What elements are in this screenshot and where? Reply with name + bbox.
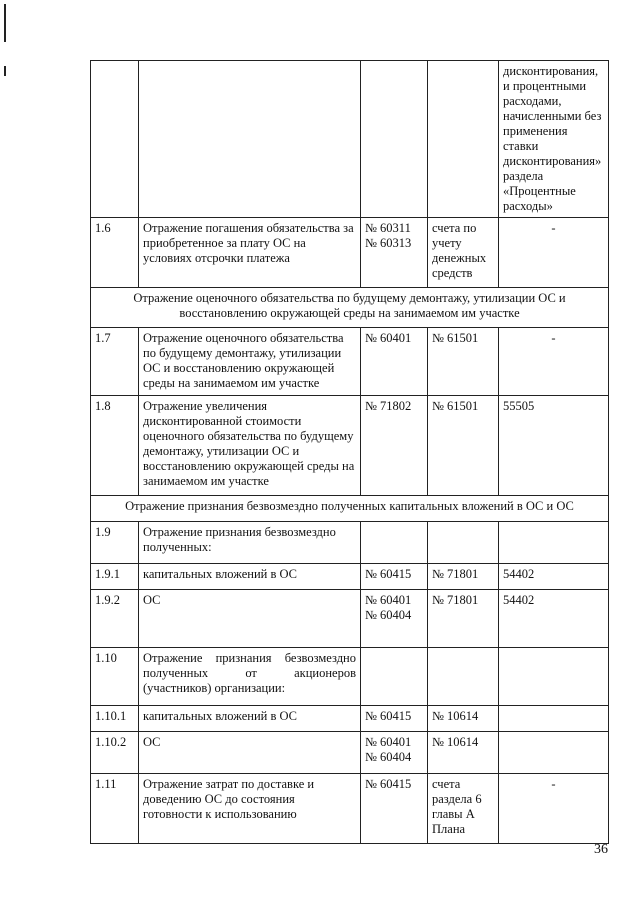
cell-credit: № 10614 <box>428 732 499 774</box>
cell-symbol: 55505 <box>499 396 609 496</box>
cell-symbol: 54402 <box>499 564 609 590</box>
cell-description: капитальных вложений в ОС <box>139 564 361 590</box>
cell-debit: № 60415 <box>361 706 428 732</box>
cell-debit: № 60401 № 60404 <box>361 590 428 648</box>
table-row <box>91 564 609 590</box>
page-number: 36 <box>594 842 608 857</box>
cell-debit: № 71802 <box>361 396 428 496</box>
cell-credit: № 10614 <box>428 706 499 732</box>
cell-credit <box>428 648 499 706</box>
table-row <box>91 396 609 496</box>
cell-description: Отражение увеличения дисконтированной стоимости оценочного обязательства по будущему демонтажу, утилизации ОС и восстановлению окружающей среды на занимаемом им участке <box>139 396 361 496</box>
cell-description: Отражение признания безвозмездно полученных: <box>139 522 361 564</box>
cell-debit: № 60415 <box>361 564 428 590</box>
table-row <box>91 218 609 288</box>
cell-symbol: - <box>499 774 609 844</box>
cell-debit: № 60401 № 60404 <box>361 732 428 774</box>
table-row <box>91 706 609 732</box>
section-heading: Отражение оценочного обязательства по будущему демонтажу, утилизации ОС и восстановлению окружающей среды на занимаемом им участке <box>91 288 609 328</box>
cell-symbol <box>499 522 609 564</box>
cell-number <box>91 61 139 218</box>
accounting-entries-table <box>90 60 609 844</box>
cell-number: 1.6 <box>91 218 139 288</box>
table-row <box>91 774 609 844</box>
cell-credit: счета по учету денежных средств <box>428 218 499 288</box>
scan-edge-mark <box>4 4 6 42</box>
cell-number: 1.9.2 <box>91 590 139 648</box>
cell-description: ОС <box>139 590 361 648</box>
cell-description: ОС <box>139 732 361 774</box>
cell-debit <box>361 522 428 564</box>
cell-credit <box>428 61 499 218</box>
section-heading: Отражение признания безвозмездно полученных капитальных вложений в ОС и ОС <box>91 496 609 522</box>
cell-symbol: - <box>499 328 609 396</box>
table-row <box>91 732 609 774</box>
cell-number: 1.10.1 <box>91 706 139 732</box>
table-row <box>91 328 609 396</box>
cell-number: 1.11 <box>91 774 139 844</box>
table-row <box>91 648 609 706</box>
cell-debit: № 60415 <box>361 774 428 844</box>
cell-debit <box>361 648 428 706</box>
table-row <box>91 522 609 564</box>
cell-description: Отражение погашения обязательства за приобретенное за плату ОС на условиях отсрочки платежа <box>139 218 361 288</box>
section-row <box>91 496 609 522</box>
table-row <box>91 590 609 648</box>
cell-debit <box>361 61 428 218</box>
section-row <box>91 288 609 328</box>
cell-symbol: 54402 <box>499 590 609 648</box>
cell-description: капитальных вложений в ОС <box>139 706 361 732</box>
cell-credit: № 61501 <box>428 396 499 496</box>
cell-credit: № 71801 <box>428 564 499 590</box>
cell-debit: № 60401 <box>361 328 428 396</box>
cell-symbol <box>499 648 609 706</box>
cell-credit <box>428 522 499 564</box>
cell-symbol <box>499 732 609 774</box>
cell-credit: № 71801 <box>428 590 499 648</box>
scan-edge-mark <box>4 66 6 76</box>
cell-debit: № 60311 № 60313 <box>361 218 428 288</box>
cell-description: Отражение затрат по доставке и доведению ОС до состояния готовности к использованию <box>139 774 361 844</box>
cell-number: 1.10.2 <box>91 732 139 774</box>
cell-credit: № 61501 <box>428 328 499 396</box>
cell-number: 1.8 <box>91 396 139 496</box>
cell-number: 1.9.1 <box>91 564 139 590</box>
cell-symbol <box>499 706 609 732</box>
table-row <box>91 61 609 218</box>
cell-symbol: дисконтирования, и процентными расходами, начисленными без применения ставки дисконтирования» раздела «Процентные расходы» <box>499 61 609 218</box>
cell-number: 1.7 <box>91 328 139 396</box>
cell-number: 1.9 <box>91 522 139 564</box>
cell-description: Отражение оценочного обязательства по будущему демонтажу, утилизации ОС и восстановлению окружающей среды на занимаемом им участке <box>139 328 361 396</box>
cell-description <box>139 61 361 218</box>
cell-description: Отражение признания безвозмездно полученных от акционеров (участников) организации: <box>139 648 361 706</box>
cell-number: 1.10 <box>91 648 139 706</box>
cell-symbol: - <box>499 218 609 288</box>
cell-credit: счета раздела 6 главы А Плана <box>428 774 499 844</box>
